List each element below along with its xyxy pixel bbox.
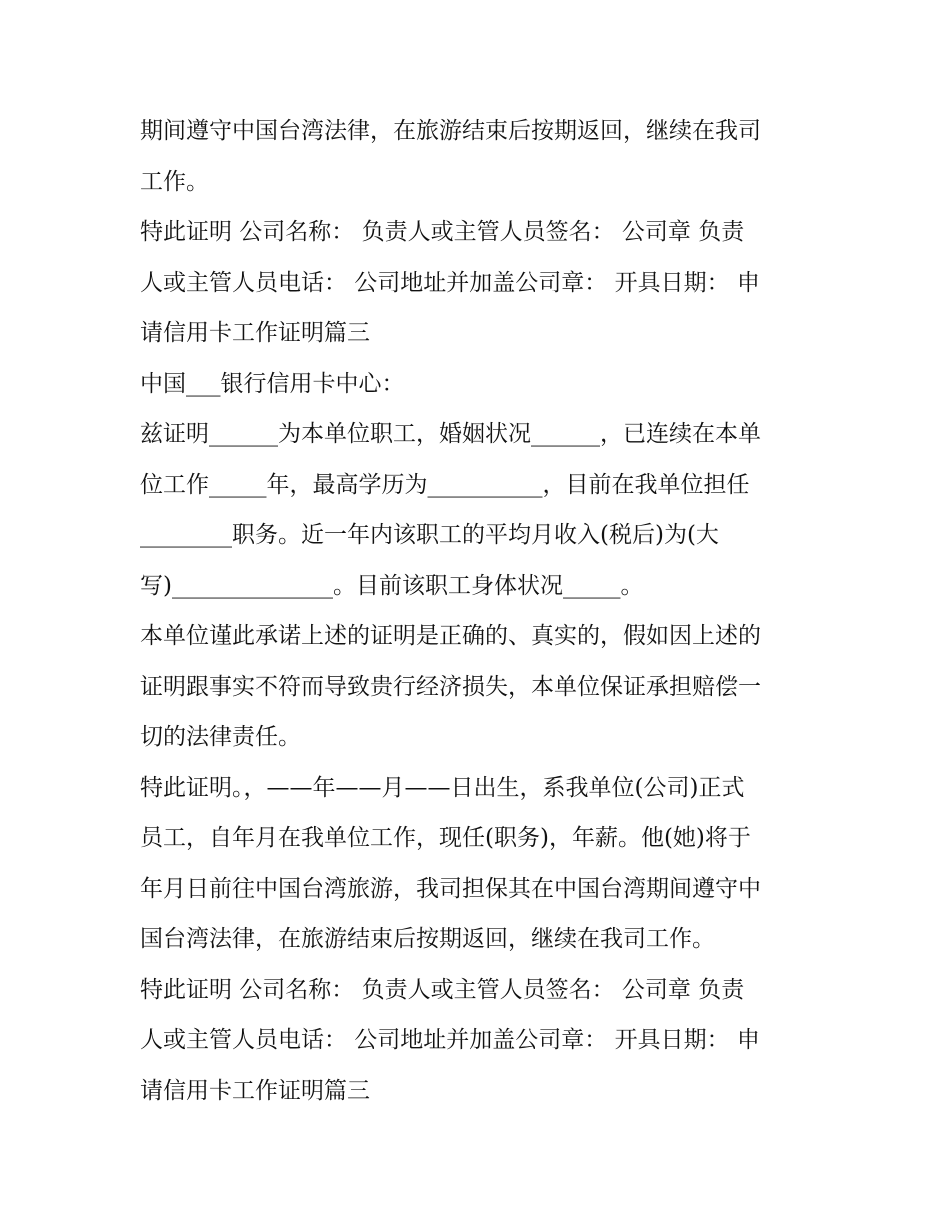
text-line-5: 请信用卡工作证明篇三: [140, 320, 370, 346]
text-line-18: 特此证明 公司名称： 负责人或主管人员签名： 公司章 负责: [140, 976, 745, 1003]
text-line-7: 兹证明______为本单位职工，婚姻状况______，已连续在本单: [140, 421, 761, 447]
text-line-14: 特此证明。，——年——月——日出生，系我单位(公司)正式: [140, 774, 745, 801]
text-line-17: 国台湾法律，在旅游结束后按期返回，继续在我司工作。: [140, 926, 715, 952]
text-line-6: 中国___银行信用卡中心：: [140, 370, 405, 397]
text-line-2: 工作。: [140, 168, 209, 195]
text-line-20: 请信用卡工作证明篇三: [140, 1077, 370, 1104]
document-body: [140, 106, 812, 1116]
text-line-19: 人或主管人员电话： 公司地址并加盖公司章： 开具日期： 申: [140, 1027, 760, 1053]
text-line-13: 切的法律责任。: [140, 724, 301, 750]
text-line-9: ________职务。近一年内该职工的平均月收入(税后)为(大: [140, 522, 719, 548]
text-line-12: 证明跟事实不符而导致贵行经济损失，本单位保证承担赔偿一: [140, 673, 761, 700]
text-line-3: 特此证明 公司名称： 负责人或主管人员签名： 公司章 负责: [140, 219, 745, 245]
text-line-8: 位工作_____年，最高学历为__________，目前在我单位担任: [140, 471, 750, 498]
text-line-10: 写)______________。目前该职工身体状况_____。: [140, 572, 644, 599]
text-line-1: 期间遵守中国台湾法律，在旅游结束后按期返回，继续在我司: [140, 118, 761, 144]
text-line-11: 本单位谨此承诺上述的证明是正确的、真实的，假如因上述的: [140, 623, 761, 649]
text-line-15: 员工，自年月在我单位工作，现任(职务)，年薪。他(她)将于: [140, 825, 751, 851]
text-line-4: 人或主管人员电话： 公司地址并加盖公司章： 开具日期： 申: [140, 269, 760, 296]
text-line-16: 年月日前往中国台湾旅游，我司担保其在中国台湾期间遵守中: [140, 875, 761, 902]
